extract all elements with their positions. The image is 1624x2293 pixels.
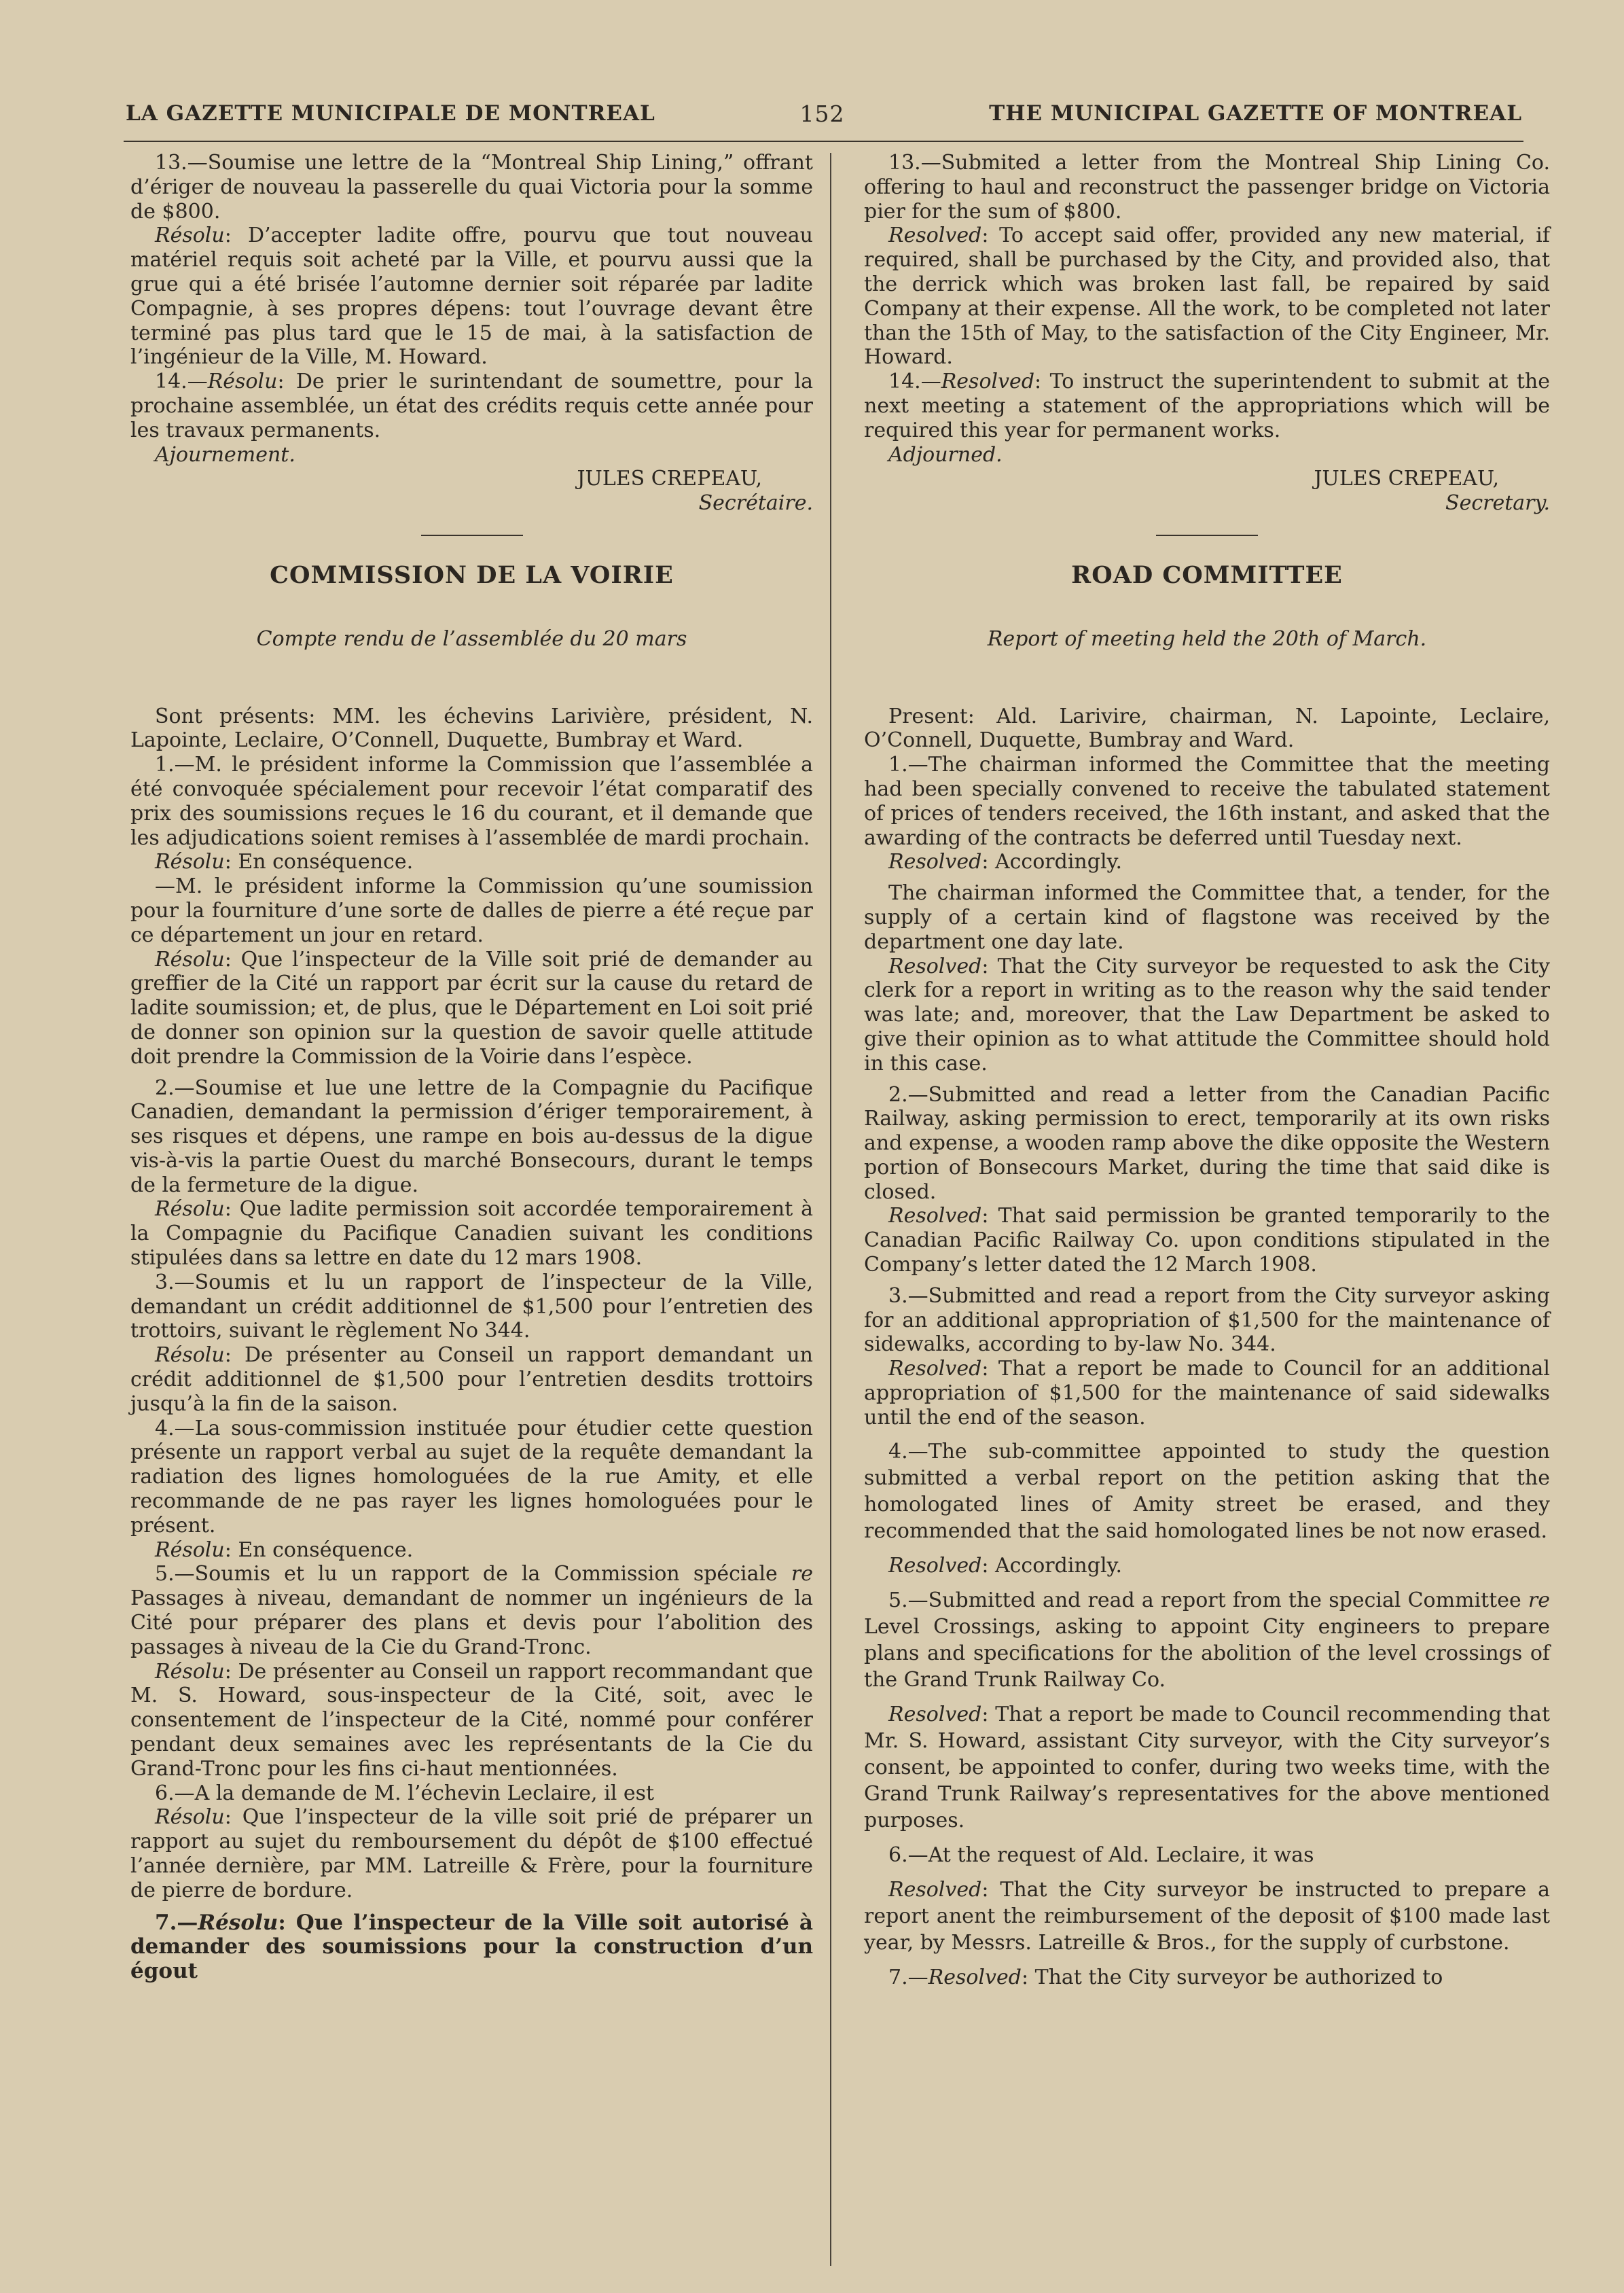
fr-resolution-6: Résolu: Que l’inspecteur de la ville soit prié de préparer un rapport au sujet du remboursement du dépôt de $100 effectué l’année dernière, par MM. Latreille & Frère, pour la fourniture de pierre de bordure. xyxy=(130,1805,813,1902)
en-item-13: 13.—Submited a letter from the Montreal Ship Lining Co. offering to haul and reconstruct the passenger bridge on Victoria pier for the sum of $800. xyxy=(864,151,1550,224)
fr-resolution-5: Résolu: De présenter au Conseil un rapport recommandant que M. S. Howard, sous-inspecteur de la Cité, soit, avec le consentement de l’inspecteur de la Cité, nommé pour conférer pendant deux semaines avec les représentants de la Cie du Grand-Tronc pour les fins ci-haut mentionnées. xyxy=(130,1659,813,1781)
fr-item-4: 4.—La sous-commission instituée pour étudier cette question présente un rapport verbal au sujet de la requête demandant la radiation des lignes homologuées de la rue Amity, et elle recommande de ne pas rayer les lignes homologuées pour le présent. xyxy=(130,1416,813,1537)
fr-resolution-4: Résolu: En conséquence. xyxy=(155,1537,414,1562)
fr-resolution-3: Résolu: De présenter au Conseil un rapport demandant un crédit additionnel de $1,500 pour l’entretien desdits trottoirs jusqu’à la fin de la saison. xyxy=(130,1343,813,1416)
en-item-4: 4.—The sub-committee appointed to study the question submitted a verbal report on the petition asking that the homologated lines of Amity street be erased, and they recommended that the said homologated lines be not now erased. xyxy=(864,1439,1550,1543)
en-item-3: 3.—Submitted and read a report from the City surveyor asking for an additional appropriation of $1,500 for the maintenance of sidewalks, according to by-law No. 344. xyxy=(864,1283,1550,1357)
fr-signature xyxy=(130,467,813,516)
fr-signature-title: Secrétaire. xyxy=(698,491,813,516)
fr-resolution-2: Résolu: Que ladite permission soit accordée temporairement à la Compagnie du Pacifique Canadien suivant les conditions stipulées dans sa lettre en date du 12 mars 1908. xyxy=(130,1197,813,1270)
fr-item-5: 5.—Soumis et lu un rapport de la Commission spéciale re Passages à niveau, demandant de nommer un ingénieurs de la Cité pour préparer des plans et devis pour l’abolition des passages à niveau de la Cie du Grand-Tronc. xyxy=(130,1562,813,1659)
en-section-subtitle: Report of meeting held the 20th of March. xyxy=(987,626,1427,651)
fr-item-2: 2.—Soumise et lue une lettre de la Compagnie du Pacifique Canadien, demandant la permission d’ériger temporairement, à ses risques et dépens, une rampe en bois au-dessus de la digue vis-à-vis la partie Ouest du marché Bonsecours, durant le temps de la fermeture de la digue. xyxy=(130,1076,813,1197)
en-item-1b: The chairman informed the Committee that, a tender, for the supply of a certain kind of flagstone was received by the department one day late. xyxy=(864,881,1550,954)
french-column xyxy=(130,151,813,1984)
fr-section-subtitle: Compte rendu de l’assemblée du 20 mars xyxy=(256,626,687,651)
en-section-rule xyxy=(1156,535,1258,536)
fr-item-6: 6.—A la demande de M. l’échevin Leclaire, il est xyxy=(155,1781,655,1805)
en-item-7: 7.—Resolved: That the City surveyor be authorized to xyxy=(888,1965,1443,1989)
fr-resolution-label: Résolu xyxy=(207,370,278,394)
fr-item-1: 1.—M. le président informe la Commission que l’assemblée a été convoquée spécialement pour recevoir l’état comparatif des prix des soumissions reçues le 16 du courant, et il demande que les adjudications soient remises à l’assemblée de mardi prochain. xyxy=(130,753,813,850)
en-adjournment: Adjourned. xyxy=(888,442,1003,467)
en-present: Present: Ald. Larivire, chairman, N. Lapointe, Leclaire, O’Connell, Duquette, Bumbray and Ward. xyxy=(864,704,1550,753)
fr-item-1b: —M. le président informe la Commission qu’une soumission pour la fourniture d’une sorte de dalles de pierre a été reçue par ce département un jour en retard. xyxy=(130,874,813,947)
en-signature-title: Secretary. xyxy=(1445,491,1550,516)
fr-resolution-13: Résolu: D’accepter ladite offre, pourvu que tout nouveau matériel requis soit acheté par la Ville, et pourvu aussi que la grue qui a été brisée l’automne dernier soit réparée par ladite Compagnie, à ses propres dépens: tout l’ouvrage devant être terminé pas plus tard que le 15 de mai, à la satisfaction de l’ingénieur de la Ville, M. Howard. xyxy=(130,224,813,370)
en-item-14: 14.—Resolved: To instruct the superintendent to submit at the next meeting a statement of the appropriations which will be required this year for permanent works. xyxy=(864,370,1550,442)
en-resolution-6: Resolved: That the City surveyor be instructed to prepare a report anent the reimbursement of the deposit of $100 made last year, by Messrs. Latreille & Bros., for the supply of curbstone. xyxy=(864,1877,1550,1955)
fr-item-13: 13.—Soumise une lettre de la “Montreal Ship Lining,” offrant d’ériger de nouveau la passerelle du quai Victoria pour la somme de $800. xyxy=(130,151,813,224)
en-item-2: 2.—Submitted and read a letter from the Canadian Pacific Railway, asking permission to erect, temporarily at its own risks and expense, a wooden ramp above the dike opposite the Western portion of Bonsecours Market, during the time that said dike is closed. xyxy=(864,1082,1550,1204)
fr-adjournment: Ajournement. xyxy=(155,442,295,467)
column-divider xyxy=(830,153,831,2266)
header-french-title: LA GAZETTE MUNICIPALE DE MONTREAL xyxy=(126,101,655,126)
en-resolution-1: Resolved: Accordingly. xyxy=(888,850,1123,874)
english-column xyxy=(864,151,1550,1991)
en-resolution-1b: Resolved: That the City surveyor be requested to ask the City clerk for a report in writing as to the reason why the said tender was late; and, moreover, that the Law Department be asked to give their opinion as to what attitude the Committee should hold in this case. xyxy=(864,954,1550,1076)
page-header xyxy=(126,90,1522,137)
fr-item-3: 3.—Soumis et lu un rapport de l’inspecteur de la Ville, demandant un crédit additionnel de $1,500 pour l’entretien des trottoirs, suivant le règlement No 344. xyxy=(130,1270,813,1343)
fr-item-7: 7.—Résolu: Que l’inspecteur de la Ville soit autorisé à demander des soumissions pour la construction d’un égout xyxy=(130,1910,813,1984)
fr-resolution-1b: Résolu: Que l’inspecteur de la Ville soit prié de demander au greffier de la Cité un rapport par écrit sur la cause du retard de ladite soumission; et, de plus, que le Département en Loi soit prié de donner son opinion sur la question de savoir quelle attitude doit prendre la Commission de la Voirie dans l’espèce. xyxy=(130,947,813,1069)
fr-section-title: COMMISSION DE LA VOIRIE xyxy=(270,561,674,589)
en-resolution-2: Resolved: That said permission be granted temporarily to the Canadian Pacific Railway Co. upon conditions stipulated in the Company’s letter dated the 12 March 1908. xyxy=(864,1204,1550,1277)
en-resolution-13: Resolved: To accept said offer, provided any new material, if required, shall be purchased by the City, and provided also, that the derrick which was broken last fall, be repaired by said Company at their expense. All the work, to be completed not later than the 15th of May, to the satisfaction of the City Engineer, Mr. Howard. xyxy=(864,224,1550,370)
fr-signature-name: JULES CREPEAU, xyxy=(577,467,762,491)
fr-resolution-1: Résolu: En conséquence. xyxy=(155,850,414,874)
en-resolution-5: Resolved: That a report be made to Council recommending that Mr. S. Howard, assistant City surveyor, with the City surveyor’s consent, be appointed to confer, during two weeks time, with the Grand Trunk Railway’s representatives for the above mentioned purposes. xyxy=(864,1702,1550,1832)
en-section-title: ROAD COMMITTEE xyxy=(1071,561,1343,589)
header-english-title: THE MUNICIPAL GAZETTE OF MONTREAL xyxy=(989,101,1522,126)
fr-section-rule xyxy=(421,535,523,536)
fr-item-14: 14.—Résolu: De prier le surintendant de soumettre, pour la prochaine assemblée, un état des crédits requis cette année pour les travaux permanents. xyxy=(130,370,813,442)
en-signature-name: JULES CREPEAU, xyxy=(1314,467,1499,491)
en-item-1: 1.—The chairman informed the Committee that the meeting had been specially convened to receive the tabulated statement of prices of tenders received, the 16th instant, and asked that the awarding of the contracts be deferred until Tuesday next. xyxy=(864,753,1550,850)
fr-resolution-label: Résolu xyxy=(155,224,225,248)
en-resolution-3: Resolved: That a report be made to Council for an additional appropriation of $1,500 for the maintenance of said sidewalks until the end of the season. xyxy=(864,1357,1550,1429)
page-number: 152 xyxy=(799,100,845,127)
en-signature xyxy=(864,467,1550,516)
en-resolution-4: Resolved: Accordingly. xyxy=(888,1553,1123,1578)
fr-present: Sont présents: MM. les échevins Larivière, président, N. Lapointe, Leclaire, O’Connell, Duquette, Bumbray et Ward. xyxy=(130,704,813,753)
en-item-5: 5.—Submitted and read a report from the special Committee re Level Crossings, asking to appoint City engineers to prepare plans and specifications for the abolition of the level crossings of the Grand Trunk Railway Co. xyxy=(864,1588,1550,1692)
en-item-6: 6.—At the request of Ald. Leclaire, it was xyxy=(888,1843,1314,1867)
header-rule xyxy=(124,141,1523,142)
